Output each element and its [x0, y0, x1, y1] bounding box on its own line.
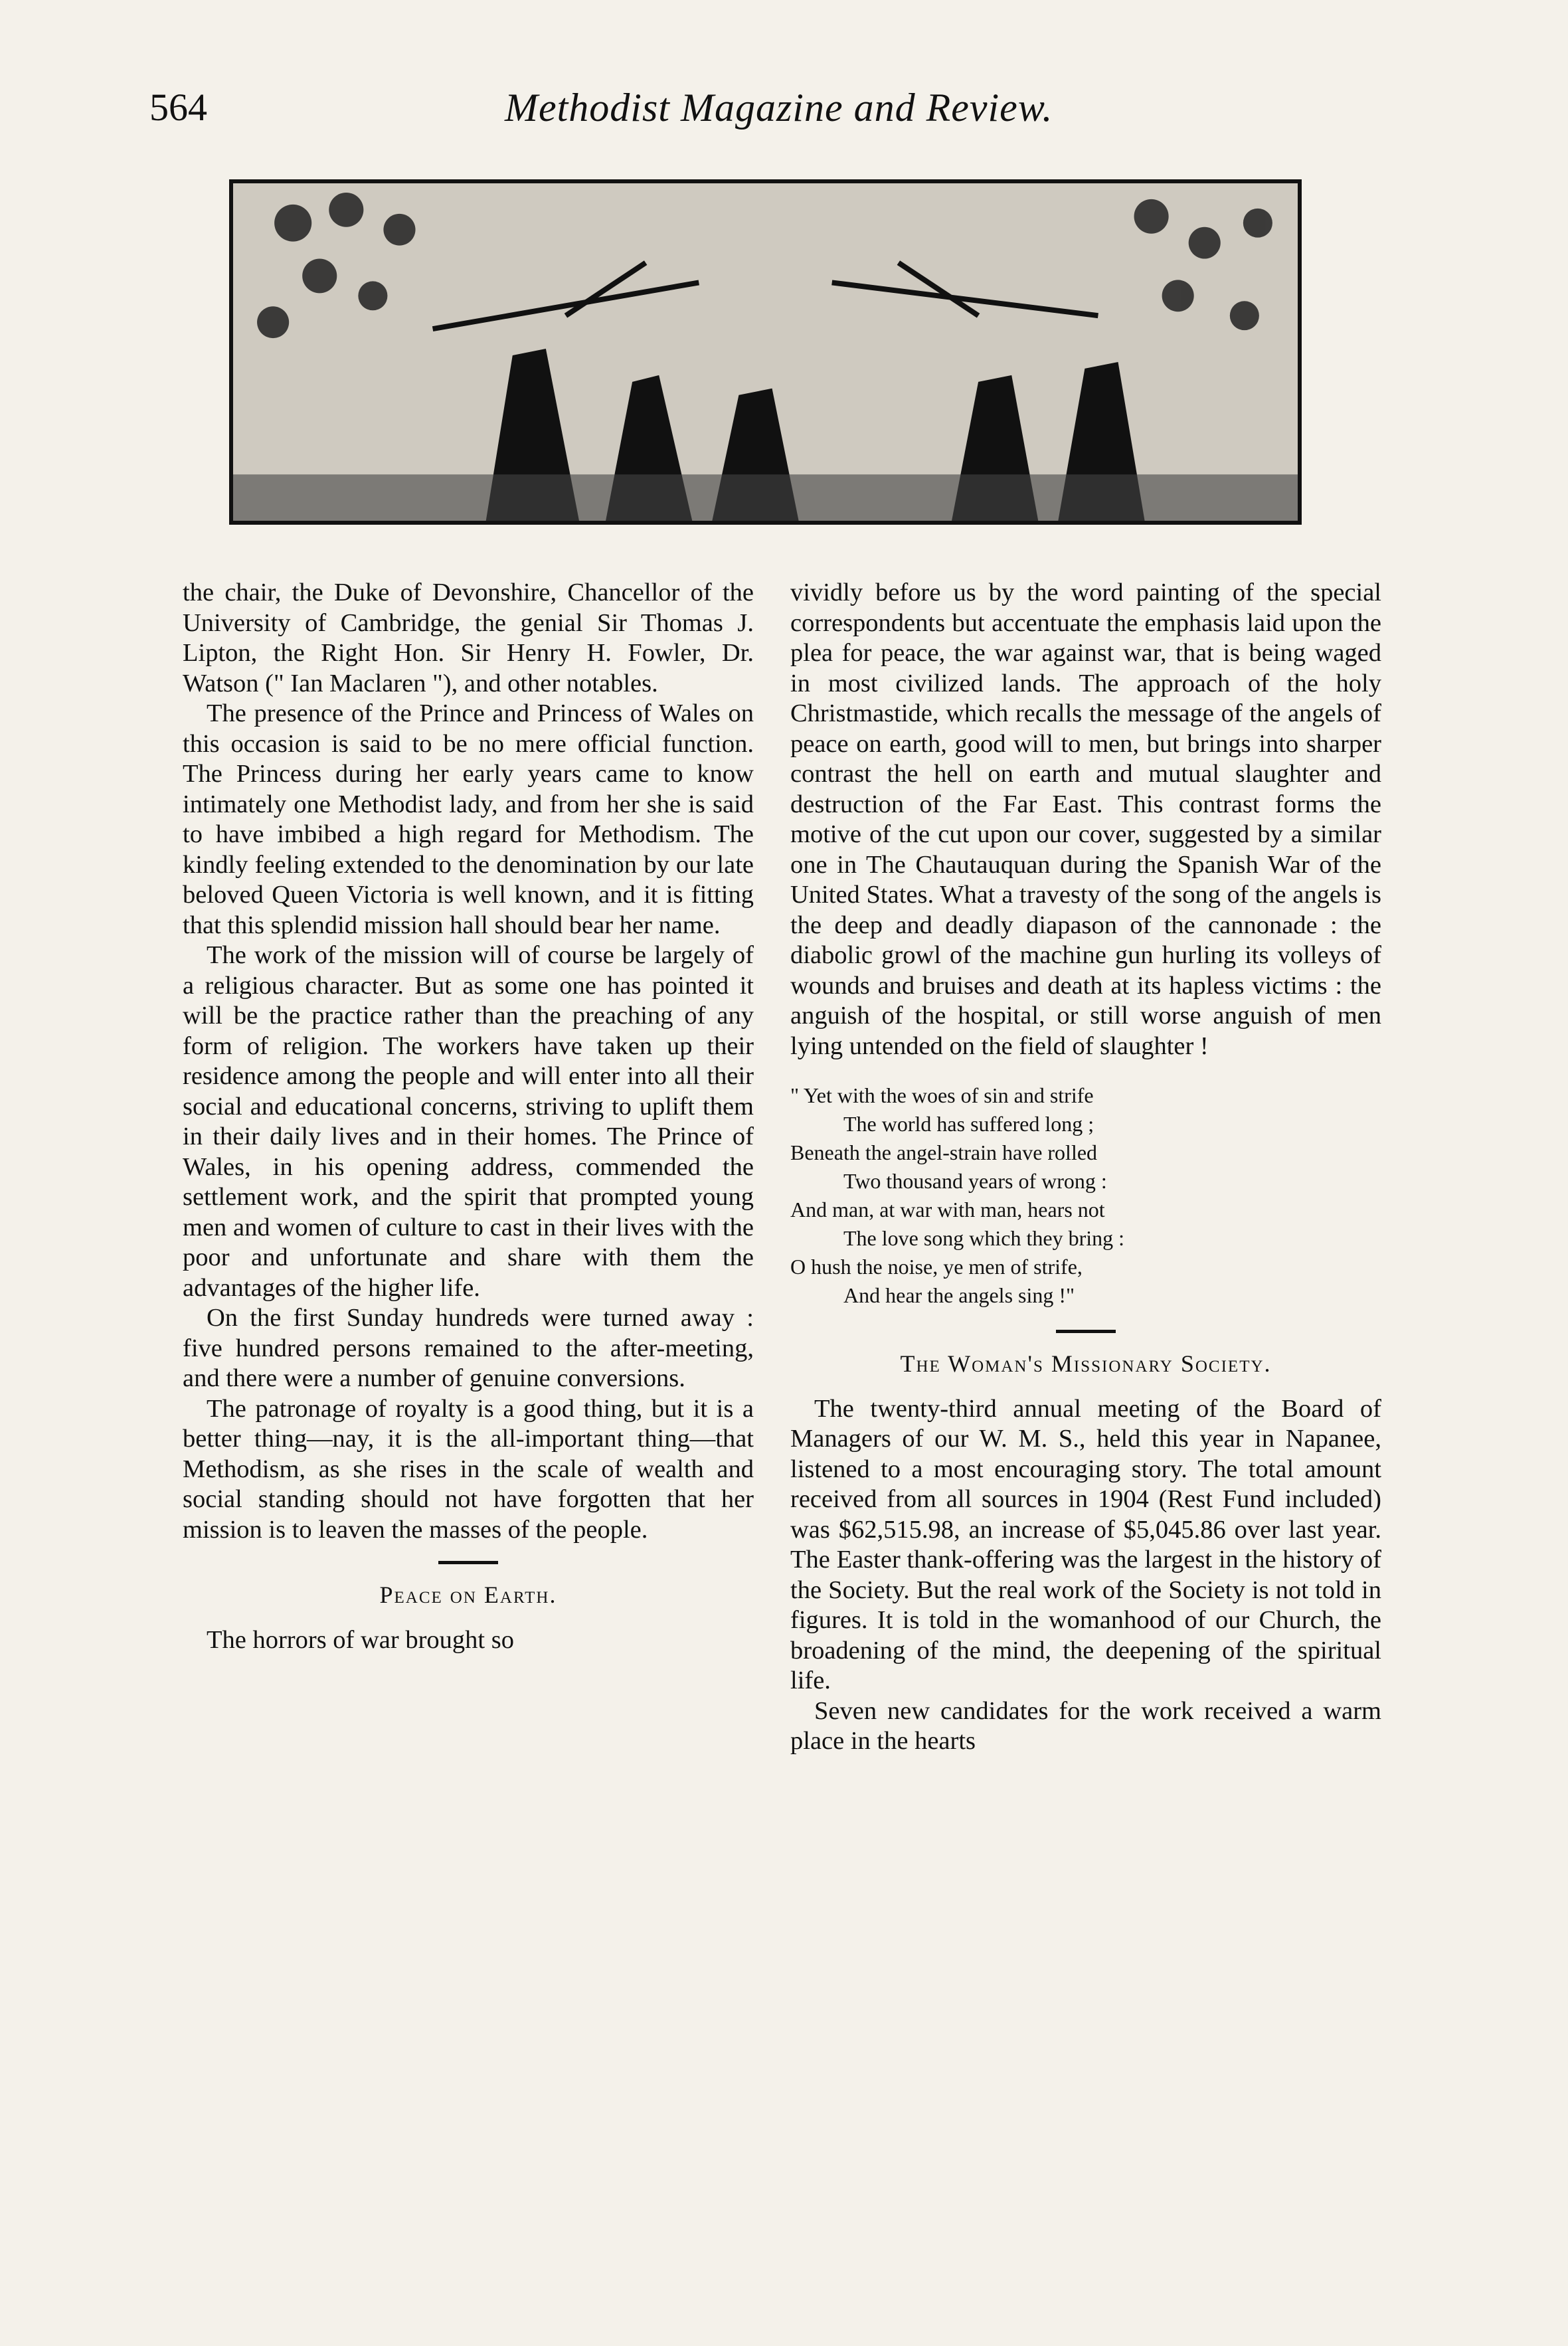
page-number: 564	[149, 86, 207, 129]
paragraph: Seven new candidates for the work received a warm place in the hearts	[790, 1696, 1381, 1755]
paragraph: The work of the mission will of course be largely of a religious character. But as some one has pointed it will be the practice rather than the preaching of any form of religion. The workers have taken up their residence among the people and will enter into all their social and educational concerns, striving to uplift them in their daily lives and in their homes. The Prince of Wales, in his opening address, commended the settlement work, and the spirit that prompted young men and women of culture to cast in their lives with the poor and unfortunate and share with them the advantages of the higher life.	[183, 941, 754, 1302]
paragraph: The horrors of war brought so	[207, 1625, 514, 1654]
left-column	[183, 578, 754, 1655]
poem-line: The world has suffered long ;	[843, 1112, 1094, 1136]
right-column	[790, 578, 1381, 1757]
section-heading: Peace on Earth.	[379, 1581, 557, 1608]
section-heading: The Woman's Missionary Society.	[900, 1350, 1272, 1377]
running-title: Methodist Magazine and Review.	[505, 86, 1053, 130]
poem-line: Beneath the angel-strain have rolled	[790, 1140, 1098, 1164]
section-divider	[1056, 1330, 1116, 1333]
paragraph: The twenty-third annual meeting of the Board of Managers of our W. M. S., held this year in Napanee, listened to a most encouraging story. The total amount received from all sources in 1904 (Rest Fund included) was $62,515.98, an increase of $5,045.86 over last year. The Easter thank-offering was the largest in the history of the Society. But the real work of the Society is not told in figures. It is told in the womanhood of our Church, the broadening of the mind, the deepening of the spiritual life.	[790, 1394, 1381, 1694]
poem	[790, 1081, 1381, 1310]
poem-line: Two thousand years of wrong :	[843, 1169, 1107, 1193]
poem-line: O hush the noise, ye men of strife,	[790, 1255, 1083, 1279]
paragraph: On the first Sunday hundreds were turned away : five hundred persons remained to the after-meeting, and there were a number of genuine conversions.	[183, 1304, 754, 1392]
paragraph: the chair, the Duke of Devonshire, Chancellor of the University of Cambridge, the genial Sir Thomas J. Lipton, the Right Hon. Sir Henry H. Fowler, Dr. Watson (" Ian Maclaren "), and other notables.	[183, 579, 754, 697]
poem-line: " Yet with the woes of sin and strife	[790, 1083, 1094, 1107]
poem-line: And man, at war with man, hears not	[790, 1198, 1105, 1221]
paragraph: The presence of the Prince and Princess of Wales on this occasion is said to be no mere official function. The Princess during her early years came to know intimately one Methodist lady, and from her she is said to have imbibed a high regard for Methodism. The kindly feeling extended to the denomination by our late beloved Queen Victoria is well known, and it is fitting that this splendid mission hall should bear her name.	[183, 699, 754, 939]
poem-line: The love song which they bring :	[843, 1226, 1125, 1250]
paragraph: vividly before us by the word painting of the special correspondents but accentuate the emphasis laid upon the plea for peace, the war against war, that is being waged in most civilized lands. The approach of the holy Christmastide, which recalls the message of the angels of peace on earth, good will to men, but brings into sharper contrast the hell on earth and mutual slaughter and destruction of the Far East. This contrast forms the motive of the cut upon our cover, suggested by a similar one in The Chautauquan during the Spanish War of the United States. What a travesty of the song of the angels is the deep and deadly diapason of the cannonade : the diabolic growl of the machine gun hurling its volleys of wounds and bruises and death at its hapless victims : the anguish of the hospital, or still worse anguish of men lying untended on the field of slaughter !	[790, 579, 1381, 1060]
engraving-angels-and-soldiers-icon	[229, 179, 1302, 525]
paragraph: The patronage of royalty is a good thing, but it is a better thing—nay, it is the all-important thing—that Methodism, as she rises in the scale of wealth and social standing should not have forgotten that her mission is to leaven the masses of the people.	[183, 1394, 754, 1544]
section-divider	[438, 1561, 498, 1564]
poem-line: And hear the angels sing !"	[843, 1283, 1075, 1307]
